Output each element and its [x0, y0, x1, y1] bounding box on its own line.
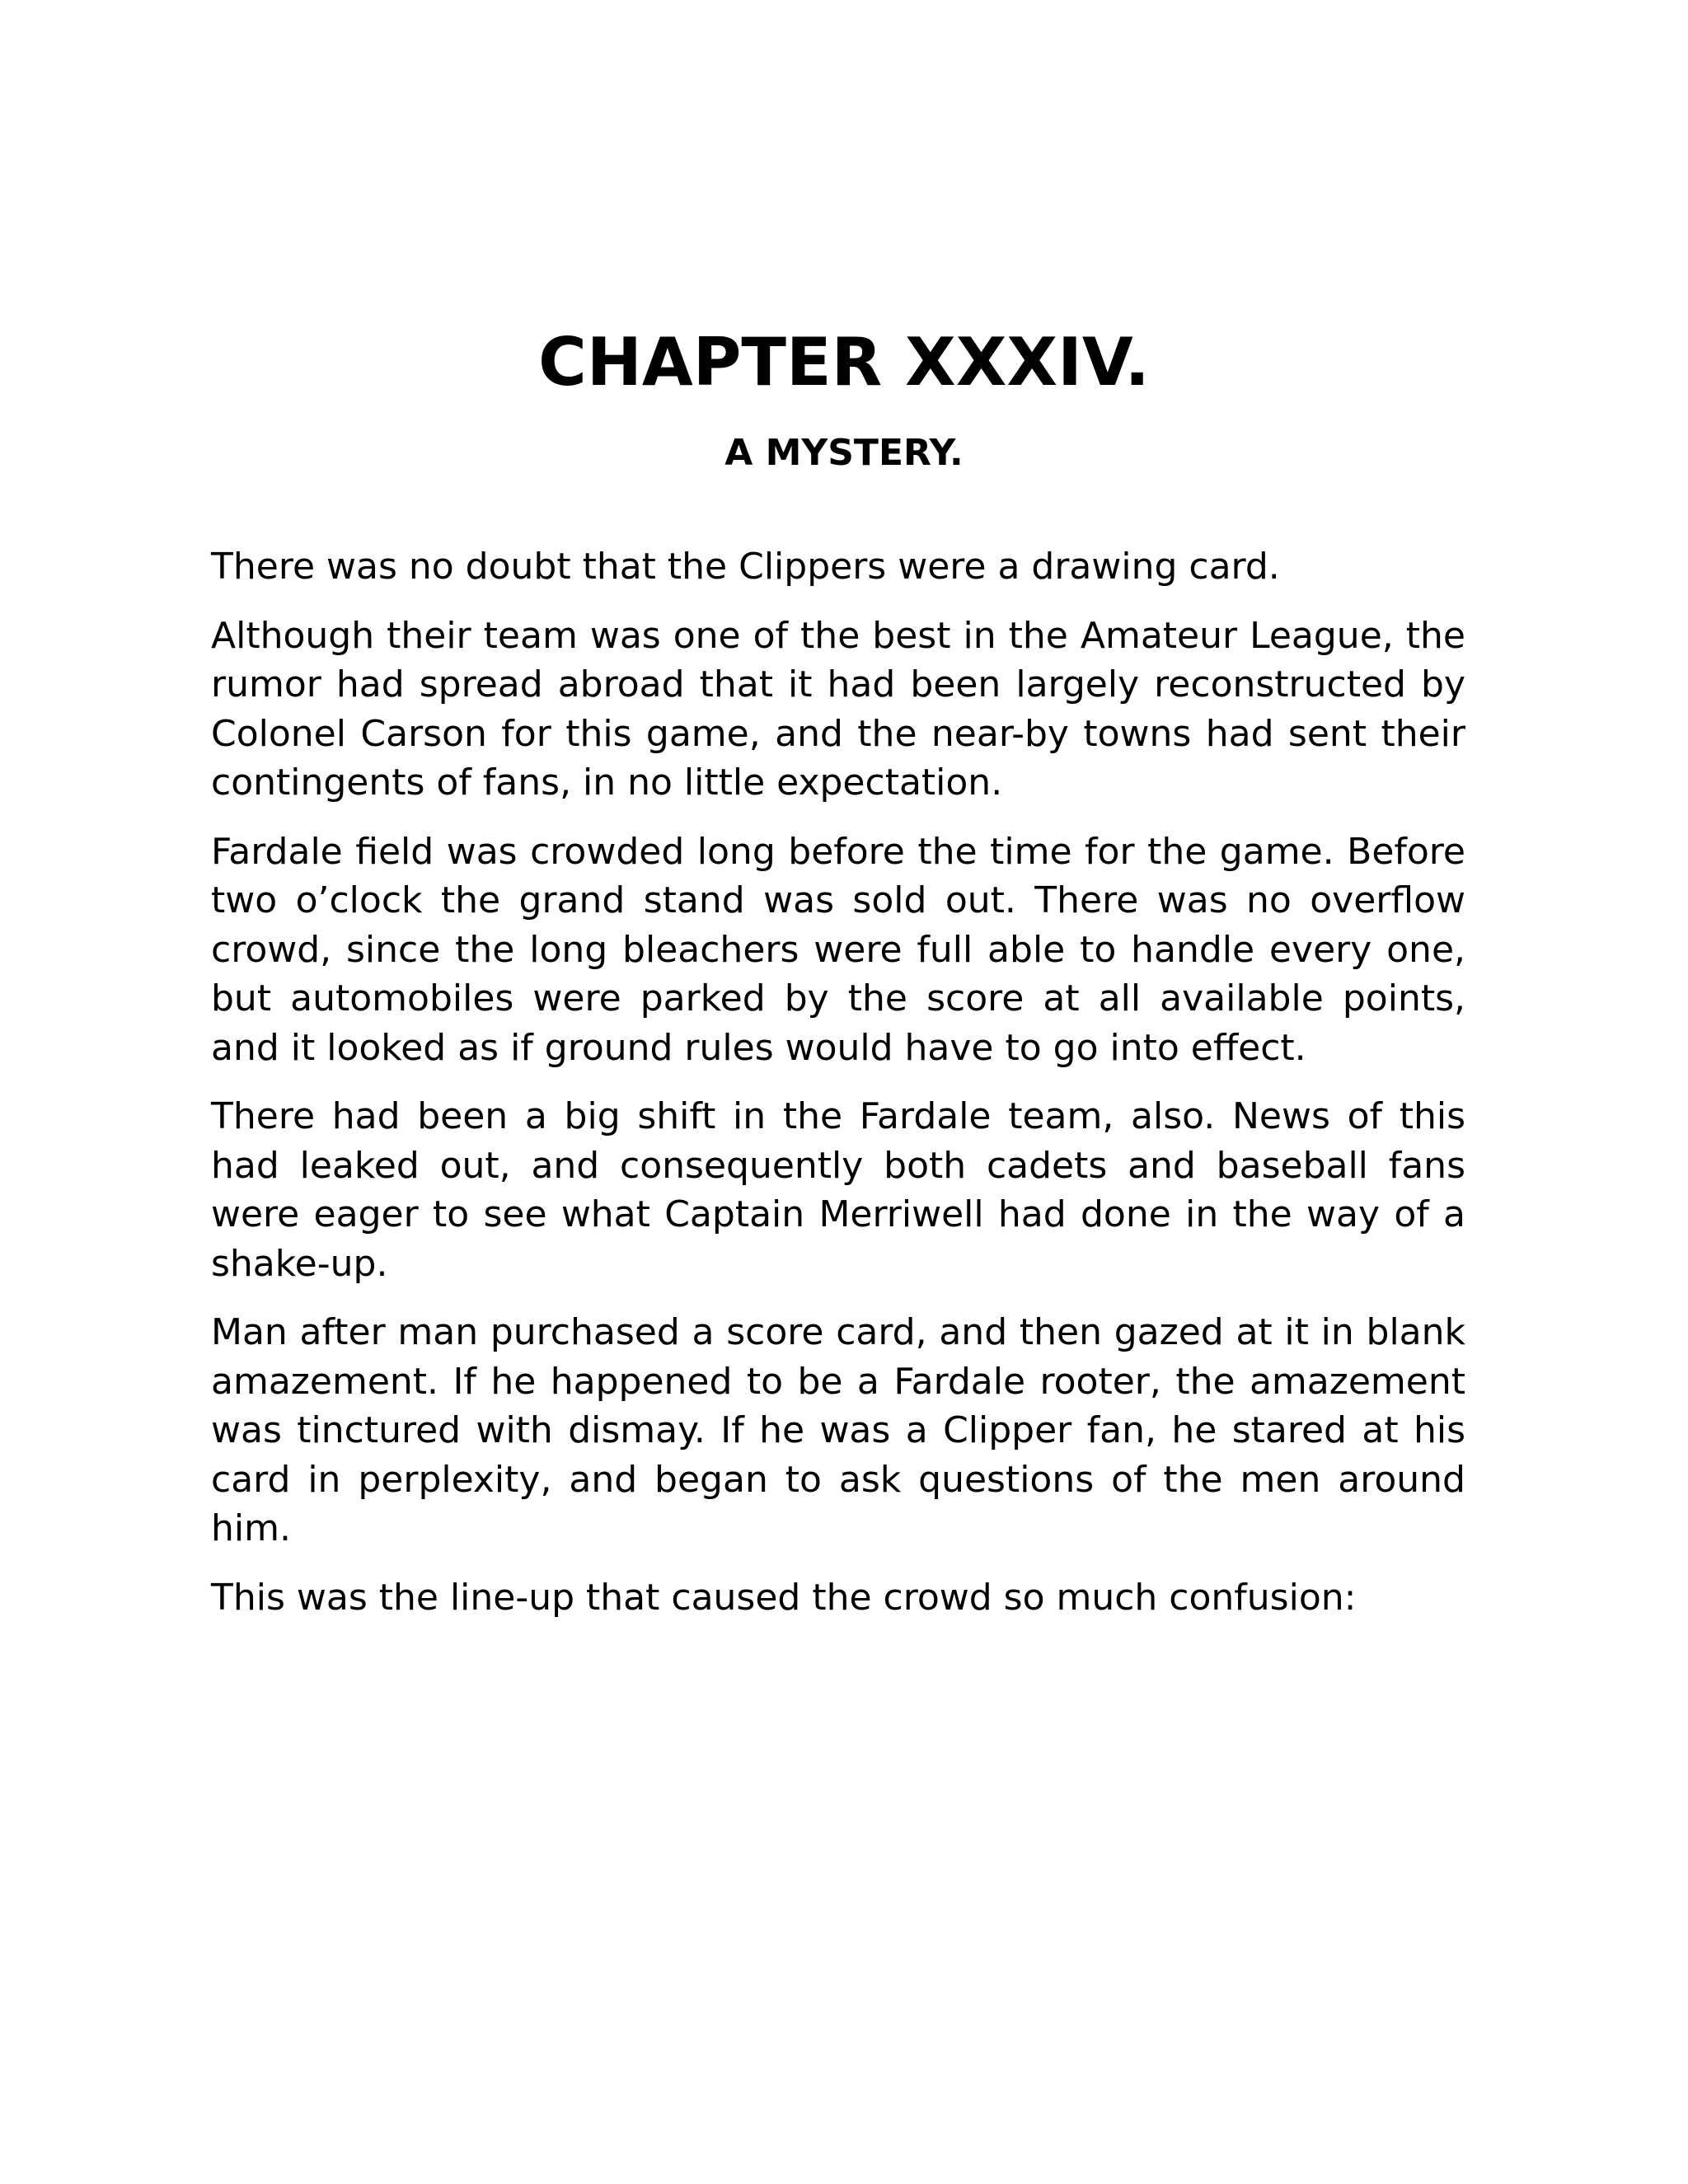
paragraph: There had been a big shift in the Fardale team, also. News of this had leaked out, and consequently both cadets and baseball fans were eager to see what Captain Merriwell had done in the way of a shake-up. — [211, 1095, 1465, 1285]
paragraph: Man after man purchased a score card, and then gazed at it in blank amazement. If he happened to be a Fardale rooter, the amazement was tinctured with dismay. If he was a Clipper fan, he stared at his card in perplexity, and began to ask questions of the men around him. — [211, 1311, 1465, 1549]
chapter-subtitle: A MYSTERY. — [724, 432, 964, 474]
paragraph: Although their team was one of the best in the Amateur League, the rumor had spread abroad that it had been largely reconstructed by Colonel Carson for this game, and the near-by towns had sent their contingents of fans, in no little expectation. — [211, 614, 1465, 804]
paragraph: Fardale field was crowded long before the time for the game. Before two o’clock the grand stand was sold out. There was no overflow crowd, since the long bleachers were full able to handle every one, but automobiles were parked by the score at all available points, and it looked as if ground rules would have to go into effect. — [211, 830, 1465, 1069]
paragraph: This was the line-up that caused the crowd so much confusion: — [211, 1576, 1357, 1619]
chapter-title: CHAPTER XXXIV. — [538, 324, 1150, 401]
paragraph: There was no doubt that the Clippers were a drawing card. — [211, 546, 1280, 588]
chapter-body — [211, 542, 1465, 1642]
